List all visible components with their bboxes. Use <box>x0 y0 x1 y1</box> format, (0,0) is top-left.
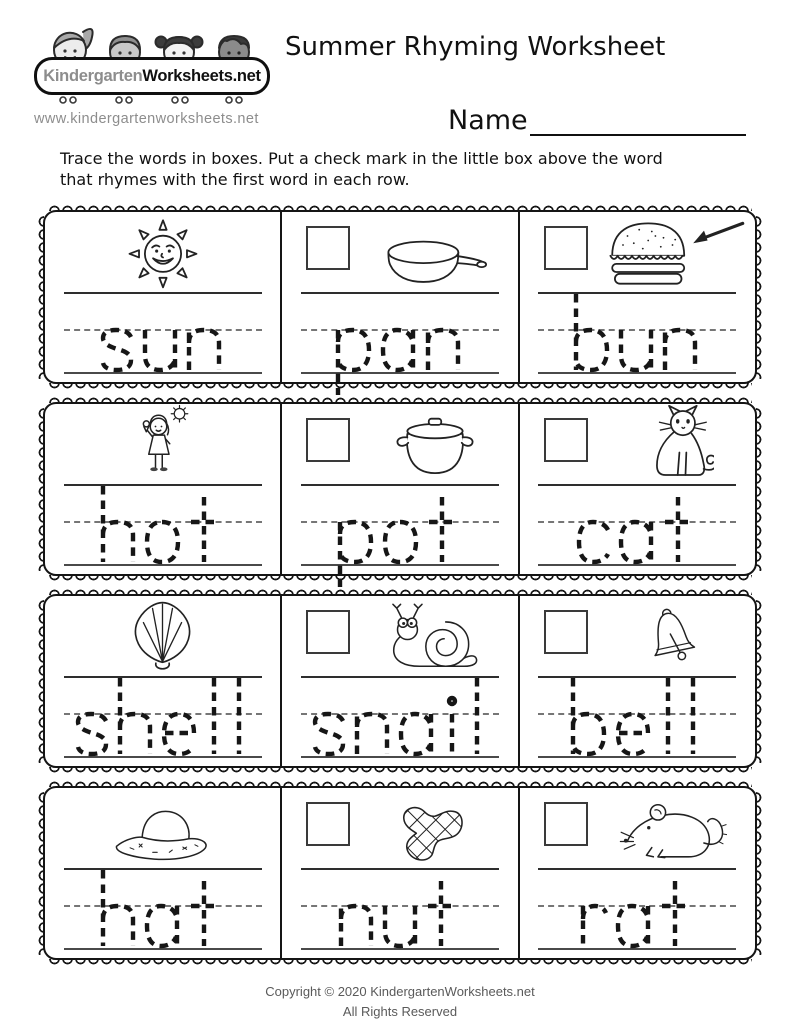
traceable-word-pan[interactable] <box>282 287 517 399</box>
row-frame <box>43 786 757 960</box>
instructions-line-2: that rhymes with the first word in each row. <box>60 170 410 190</box>
traceable-word-hot[interactable] <box>45 479 280 591</box>
instructions <box>60 148 760 191</box>
row-frame <box>43 210 757 384</box>
row-frame <box>43 594 757 768</box>
worksheet-row-3 <box>36 587 764 775</box>
site-url: www.kindergartenworksheets.net <box>34 111 259 127</box>
name-input-line[interactable] <box>530 102 746 136</box>
logo-brand-black: Worksheets.net <box>142 67 261 85</box>
girl-icon <box>45 406 280 482</box>
word-cell-rat <box>520 788 755 958</box>
rights-line: All Rights Reserved <box>342 1003 458 1019</box>
rhyme-checkbox-bell[interactable] <box>544 610 588 654</box>
word-cell-nut <box>282 788 519 958</box>
traceable-word-snail[interactable] <box>282 671 517 783</box>
kids-feet-decoration <box>37 94 267 107</box>
traceable-word-sun[interactable] <box>45 287 280 399</box>
word-cell-hat <box>45 788 282 958</box>
scallop-border <box>756 215 764 379</box>
copyright-line: Copyright © 2020 KindergartenWorksheets.net <box>265 984 535 999</box>
traceable-word-bun[interactable] <box>520 287 755 399</box>
scallop-border <box>756 599 764 763</box>
traceable-word-pot[interactable] <box>282 479 517 591</box>
rhyme-checkbox-pan[interactable] <box>306 226 350 270</box>
word-cell-sun <box>45 212 282 382</box>
pan-icon <box>354 214 515 290</box>
name-field <box>448 102 746 136</box>
bell-icon <box>592 598 753 674</box>
pot-icon <box>354 406 515 482</box>
cat-icon <box>592 406 753 482</box>
rhyme-checkbox-rat[interactable] <box>544 802 588 846</box>
word-cell-hot <box>45 404 282 574</box>
traceable-word-shell[interactable] <box>45 671 280 783</box>
word-cell-shell <box>45 596 282 766</box>
traceable-word-cat[interactable] <box>520 479 755 591</box>
traceable-word-bell[interactable] <box>520 671 755 783</box>
worksheet-row-1 <box>36 203 764 391</box>
scallop-border <box>756 407 764 571</box>
word-cell-pot <box>282 404 519 574</box>
shell-icon <box>45 598 280 674</box>
logo-wordmark <box>34 57 270 95</box>
rhyme-checkbox-nut[interactable] <box>306 802 350 846</box>
bun-icon <box>592 214 753 290</box>
snail-icon <box>354 598 515 674</box>
word-cell-snail <box>282 596 519 766</box>
worksheet-row-4 <box>36 779 764 967</box>
rhyme-checkbox-bun[interactable] <box>544 226 588 270</box>
footer <box>0 982 800 1021</box>
worksheet-row-2 <box>36 395 764 583</box>
word-cell-bun <box>520 212 755 382</box>
site-logo <box>34 16 270 127</box>
rhyme-checkbox-pot[interactable] <box>306 418 350 462</box>
sun-icon <box>45 214 280 290</box>
traceable-word-hat[interactable] <box>45 863 280 975</box>
peanut-icon <box>354 790 515 866</box>
worksheet-grid <box>36 203 764 971</box>
logo-brand-gray: Kindergarten <box>43 67 143 85</box>
word-cell-cat <box>520 404 755 574</box>
instructions-line-1: Trace the words in boxes. Put a check mark in the little box above the word <box>60 149 663 168</box>
rhyme-checkbox-snail[interactable] <box>306 610 350 654</box>
name-label: Name <box>448 105 528 136</box>
hat-icon <box>45 790 280 866</box>
traceable-word-nut[interactable] <box>282 863 517 975</box>
rhyme-checkbox-cat[interactable] <box>544 418 588 462</box>
word-cell-pan <box>282 212 519 382</box>
scallop-border <box>756 791 764 955</box>
rat-icon <box>592 790 753 866</box>
row-frame <box>43 402 757 576</box>
word-cell-bell <box>520 596 755 766</box>
page-title: Summer Rhyming Worksheet <box>285 32 666 62</box>
traceable-word-rat[interactable] <box>520 863 755 975</box>
